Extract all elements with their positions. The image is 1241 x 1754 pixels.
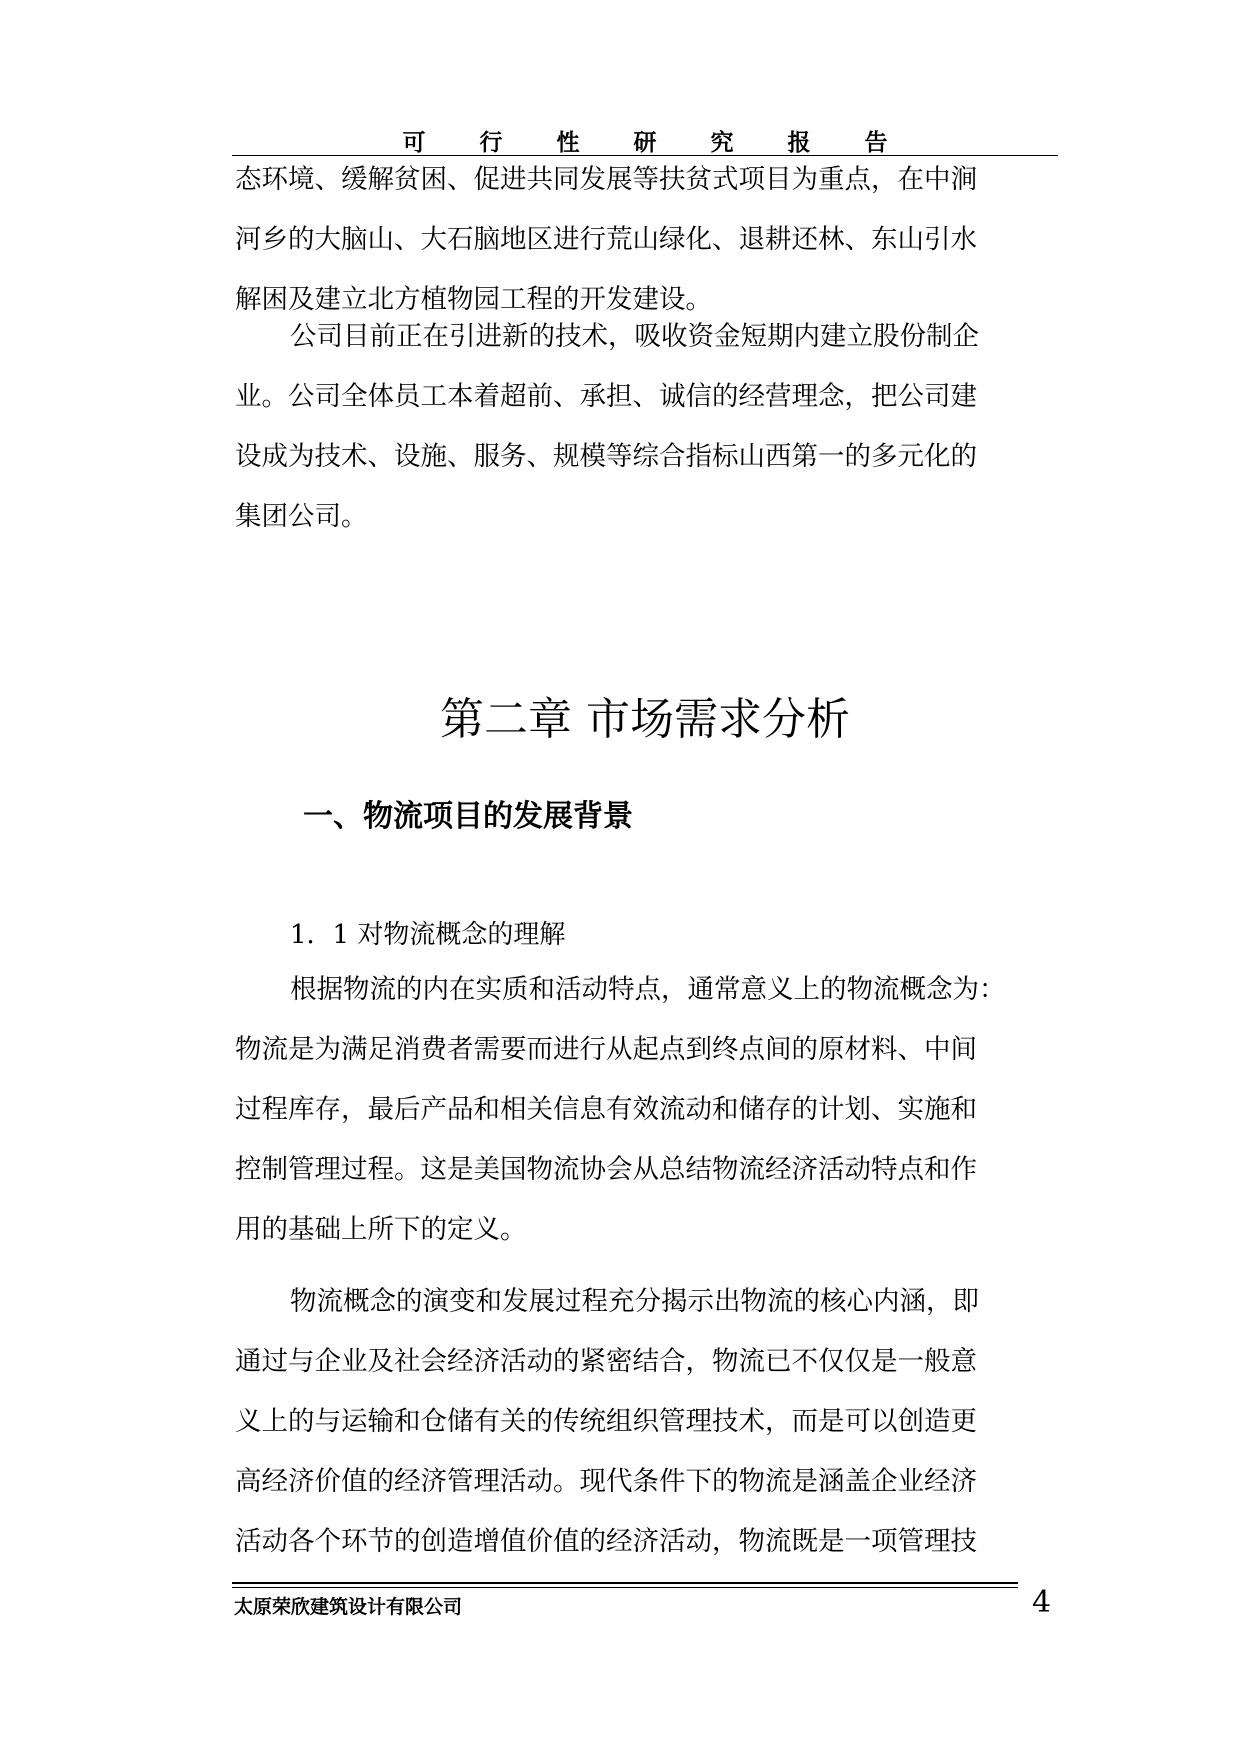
text-line: 通过与企业及社会经济活动的紧密结合，物流已不仅仅是一般意 xyxy=(235,1346,977,1377)
header-char: 行 xyxy=(479,130,503,156)
text-line: 活动各个环节的创造增值价值的经济活动，物流既是一项管理技 xyxy=(235,1526,977,1557)
text-line: 用的基础上所下的定义。 xyxy=(235,1214,527,1245)
header-char: 报 xyxy=(787,130,811,156)
text-line: 物流是为满足消费者需要而进行从起点到终点间的原材料、中间 xyxy=(235,1034,977,1065)
header-char: 究 xyxy=(710,130,734,156)
text-line: 物流概念的演变和发展过程充分揭示出物流的核心内涵，即 xyxy=(290,1286,979,1317)
footer-company-name: 太原荣欣建筑设计有限公司 xyxy=(234,1596,463,1618)
header-char: 告 xyxy=(864,130,888,156)
intro-paragraph-1 xyxy=(235,150,1057,330)
text-line: 义上的与运输和仓储有关的传统组织管理技术，而是可以创造更 xyxy=(235,1406,977,1437)
section-title: 一、物流项目的发展背景 xyxy=(303,799,633,834)
text-line: 高经济价值的经济管理活动。现代条件下的物流是涵盖企业经济 xyxy=(235,1466,977,1497)
header-char: 性 xyxy=(556,130,580,156)
body-paragraph-2 xyxy=(235,1272,1057,1572)
text-line: 解困及建立北方植物园工程的开发建设。 xyxy=(235,284,712,315)
text-line: 河乡的大脑山、大石脑地区进行荒山绿化、退耕还林、东山引水 xyxy=(235,224,977,255)
page-number: 4 xyxy=(1032,1585,1052,1620)
text-line: 设成为技术、设施、服务、规模等综合指标山西第一的多元化的 xyxy=(235,441,977,472)
footer-divider xyxy=(232,1582,1018,1584)
chapter-title: 第二章 市场需求分析 xyxy=(440,694,850,745)
body-paragraph-1 xyxy=(235,960,1057,1260)
header-char: 研 xyxy=(633,130,657,156)
text-line: 控制管理过程。这是美国物流协会从总结物流经济活动特点和作 xyxy=(235,1154,977,1185)
text-line: 过程库存，最后产品和相关信息有效流动和储存的计划、实施和 xyxy=(235,1094,977,1125)
header-char: 可 xyxy=(402,130,426,156)
text-line: 集团公司。 xyxy=(235,501,368,532)
text-line: 根据物流的内在实质和活动特点，通常意义上的物流概念为： xyxy=(290,974,1006,1005)
footer-divider-thin xyxy=(232,1587,1018,1588)
subsection-title: 1．1 对物流概念的理解 xyxy=(290,920,566,950)
intro-paragraph-2 xyxy=(235,307,1057,547)
text-line: 态环境、缓解贫困、促进共同发展等扶贫式项目为重点，在中涧 xyxy=(235,164,977,195)
text-line: 业。公司全体员工本着超前、承担、诚信的经营理念，把公司建 xyxy=(235,381,977,412)
text-line: 公司目前正在引进新的技术，吸收资金短期内建立股份制企 xyxy=(290,321,979,352)
